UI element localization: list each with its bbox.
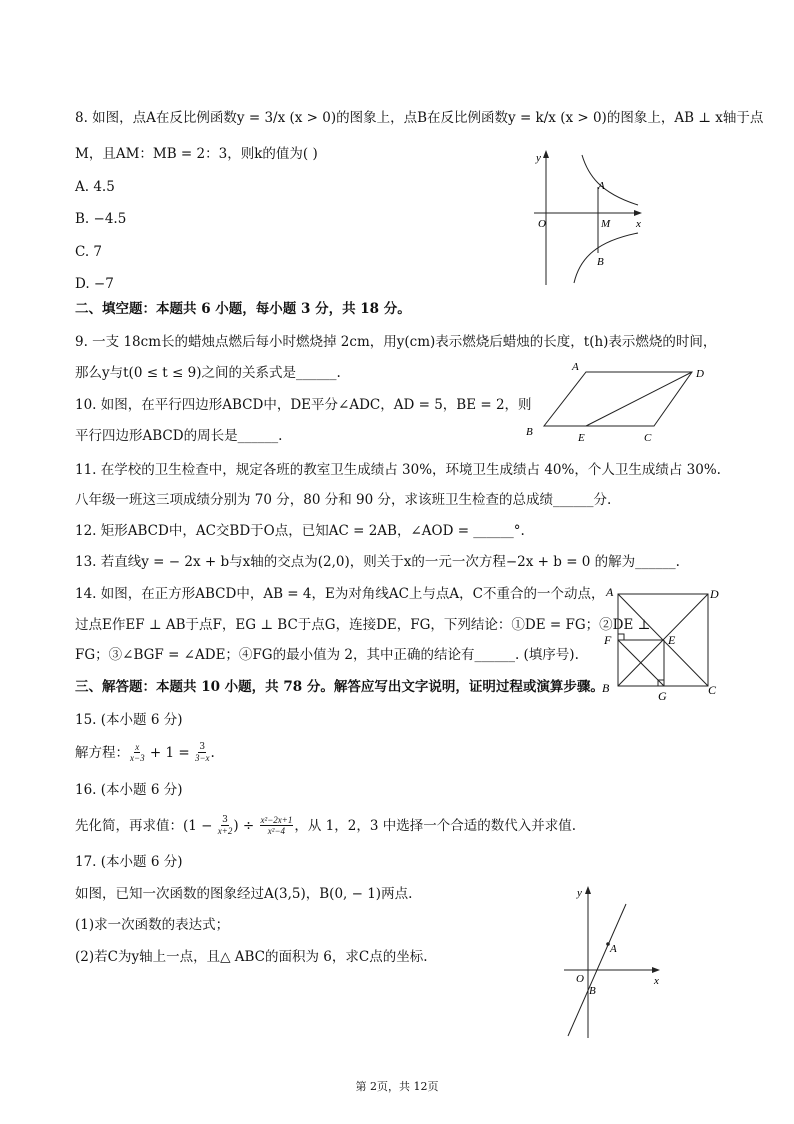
q17-fig-a: A [610,943,617,955]
section3-heading: 三、解答题：本题共 10 小题，共 78 分。解答应写出文字说明，证明过程或演算步骤。 [75,679,604,695]
q10-fig-b: B [526,426,533,438]
q16-f2-den: x²−4 [267,826,286,836]
q16-header: 16. (本小题 6 分) [75,782,183,798]
q16-expression [75,815,576,836]
q10-figure [520,358,720,448]
q17-header: 17. (本小题 6 分) [75,854,183,870]
q15-header: 15. (本小题 6 分) [75,712,183,728]
q17-line2: (1)求一次函数的表达式； [75,917,230,933]
q16-f1-den: x+2 [217,826,233,836]
q17-fig-x: x [654,975,659,987]
q15-fraction-1 [130,742,145,763]
q8-fig-b: B [597,256,604,268]
q17-fig-o: O [576,973,584,985]
q14-line1: 14. 如图，在正方形ABCD中，AB = 4，E为对角线AC上与点A，C不重合的一个动点， [75,586,605,602]
q12-line1: 12. 矩形ABCD中，AC交BD于O点，已知AC = 2AB，∠AOD = ______°. [75,523,525,539]
q16-fraction-1 [218,815,233,836]
q16-prefix: 先化简，再求值：(1 − [75,817,217,834]
q16-f2-num: x²−2x+1 [260,815,293,825]
q15-fraction-2 [195,742,210,763]
q14-line3: FG；③∠BGF = ∠ADE；④FG的最小值为 2，其中正确的结论有______. (填序号). [75,647,579,663]
q13-line1: 13. 若直线y = − 2x + b与x轴的交点为(2,0)，则关于x的一元一次方程−2x + b = 0 的解为______. [75,554,680,570]
q16-div: ) ÷ [233,817,259,834]
q15-end: . [210,744,215,761]
q15-equation [75,742,215,763]
q14-fig-a: A [606,585,614,599]
q10-fig-c: C [644,432,652,444]
q8-figure [530,145,650,290]
q17-figure [560,882,670,1042]
q8-option-b: B. −4.5 [75,211,127,227]
q15-mid: + 1 = [145,744,194,761]
q14-fig-e: E [668,633,676,647]
q17-line3: (2)若C为y轴上一点，且△ ABC的面积为 6，求C点的坐标. [75,949,428,965]
q15-prefix: 解方程： [75,744,129,761]
q14-fig-c: C [708,683,717,697]
q8-stem-line2: M，且AM：MB = 2：3，则k的值为( ) [75,146,318,162]
q14-figure [596,582,726,702]
q8-stem-line1: 8. 如图，点A在反比例函数y = 3/x (x > 0)的图象上，点B在反比例函数y = k/x (x > 0)的图象上，AB ⊥ x轴于点 [75,110,764,126]
q15-f2-num: 3 [199,742,206,752]
q14-line2: 过点E作EF ⊥ AB于点F，EG ⊥ BC于点G，连接DE，FG，下列结论：①DE = FG；②DE ⊥ [75,617,651,633]
page-footer: 第 2页，共 12页 [355,1080,439,1093]
q11-line1: 11. 在学校的卫生检查中，规定各班的教室卫生成绩占 30%，环境卫生成绩占 40%，个人卫生成绩占 30%. [75,462,721,478]
q8-option-c: C. 7 [75,244,103,260]
q17-line1: 如图，已知一次函数的图象经过A(3,5)，B(0, − 1)两点. [75,886,413,902]
q14-fig-f: F [604,633,612,647]
q10-line2: 平行四边形ABCD的周长是______. [75,428,283,444]
q15-f2-den: 3−x [194,753,210,763]
q9-line2: 那么y与t(0 ≤ t ≤ 9)之间的关系式是______. [75,365,341,381]
q14-fig-b: B [602,681,610,695]
q8-fig-a: A [598,180,605,192]
q15-f1-num: x [135,742,140,752]
q10-fig-d: D [696,368,704,380]
q8-fig-x: x [636,218,641,230]
q11-line2: 八年级一班这三项成绩分别为 70 分，80 分和 90 分，求该班卫生检查的总成绩______分. [75,492,612,508]
q16-suffix: ，从 1，2，3 中选择一个合适的数代入并求值. [294,817,576,834]
q8-fig-m: M [601,218,611,230]
q16-fraction-2 [260,815,294,836]
q8-option-a: A. 4.5 [75,179,115,195]
q15-f1-den: x−3 [130,753,145,763]
q10-fig-a: A [572,361,579,373]
section2-heading: 二、填空题：本题共 6 小题，每小题 3 分，共 18 分。 [75,301,411,317]
q8-fig-y: y [536,152,541,164]
q10-line1: 10. 如图，在平行四边形ABCD中，DE平分∠ADC，AD = 5，BE = 2，则 [75,397,532,413]
q8-fig-o: O [538,218,546,230]
q17-fig-y: y [577,887,582,899]
q8-option-d: D. −7 [75,276,114,292]
q10-fig-e: E [578,432,585,444]
q16-f1-num: 3 [222,815,228,825]
q14-fig-g: G [658,689,667,702]
q9-line1: 9. 一支 18cm长的蜡烛点燃后每小时燃烧掉 2cm，用y(cm)表示燃烧后蜡烛的长度，t(h)表示燃烧的时间， [75,334,717,350]
q17-fig-b: B [589,985,596,997]
q14-fig-d: D [710,587,719,601]
